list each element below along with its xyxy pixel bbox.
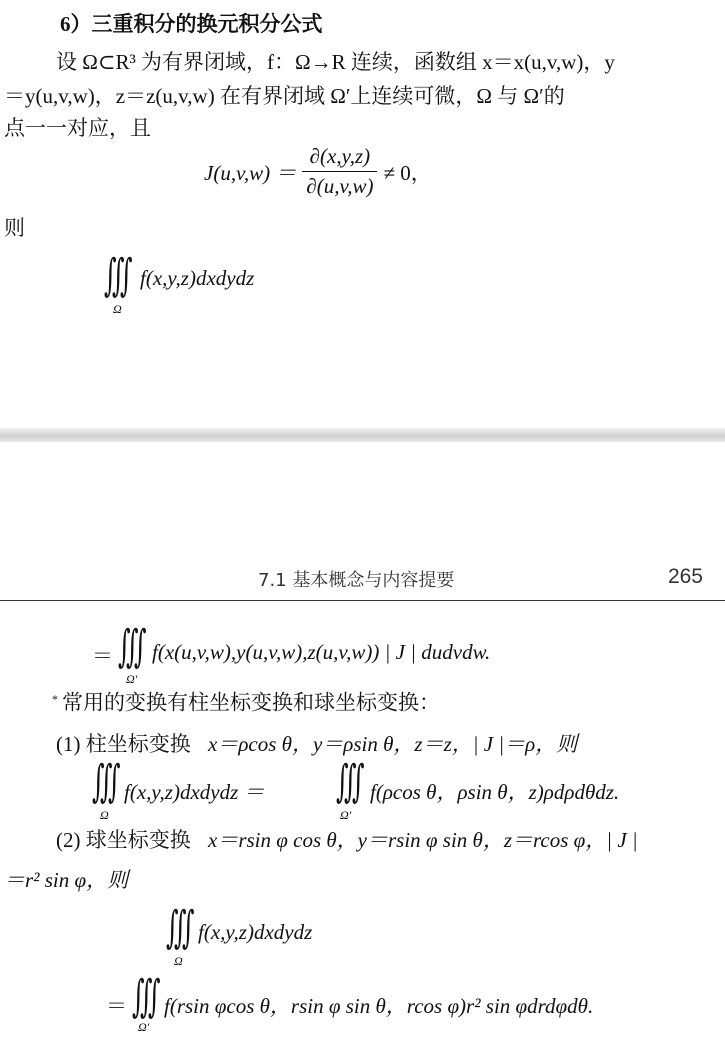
jacobian-lhs: J(u,v,w) ＝ — [204, 160, 297, 185]
jacobian-denominator: ∂(u,v,w) — [306, 174, 374, 198]
paragraph-line-2: ＝y(u,v,w)，z＝z(u,v,w) 在有界闭域 Ω′上连续可微，Ω 与 Ω′的 — [4, 84, 565, 108]
triple-integral-icon: ∭ — [166, 903, 195, 952]
paragraph-line-1: 设 Ω⊂R³ 为有界闭域，f：Ω→R 连续，函数组 x＝x(u,v,w)，y — [56, 50, 615, 74]
cylindrical-label: (1) 柱坐标变换 — [56, 732, 191, 756]
running-header: 7.1 基本概念与内容提要 — [258, 570, 455, 591]
triple-integral-icon: ∭ — [118, 622, 147, 671]
common-transforms-text: 常用的变换有柱坐标变换和球坐标变换： — [62, 690, 440, 715]
triple-integral-icon: ∭ — [92, 757, 121, 806]
cylindrical-domain-right: Ω′ — [340, 808, 352, 822]
jacobian-numerator: ∂(x,y,z) — [302, 144, 377, 172]
page-break-divider — [0, 428, 725, 442]
triple-integral-icon: ∭ — [132, 972, 161, 1021]
eq-leading-equals: ＝ — [92, 644, 113, 668]
jacobian-fraction — [302, 144, 377, 199]
spherical-formula-line2: ＝r² sin φ，则 — [4, 868, 129, 892]
common-transforms-line — [52, 692, 440, 714]
then-word: 则 — [4, 216, 25, 240]
footnote-marker: * — [52, 692, 58, 706]
cylindrical-domain-left: Ω — [100, 808, 109, 822]
spherical-heading — [56, 830, 638, 851]
spherical-lhs: f(x,y,z)dxdydz — [198, 920, 313, 944]
spherical-label: (2) 球坐标变换 — [56, 828, 191, 852]
spherical-equals: ＝ — [106, 994, 127, 1018]
continuation-domain: Ω′ — [126, 672, 138, 686]
change-of-variables-formula: f(x(u,v,w),y(u,v,w),z(u,v,w)) | J | dudvdw. — [152, 640, 491, 664]
spherical-formula: x＝rsin φ cos θ，y＝rsin φ sin θ，z＝rcos φ，| J | — [208, 828, 638, 852]
spherical-domain-top: Ω — [174, 954, 183, 968]
section-heading: 6）三重积分的换元积分公式 — [60, 12, 323, 36]
cylindrical-formula: x＝ρcos θ，y＝ρsin θ，z＝z，| J |＝ρ，则 — [208, 732, 578, 756]
jacobian-equation — [204, 144, 432, 199]
spherical-rhs: f(rsin φcos θ，rsin φ sin θ，rcos φ)r² sin φdrdφdθ. — [164, 994, 594, 1018]
header-rule — [0, 600, 725, 601]
cylindrical-rhs: f(ρcos θ，ρsin θ，z)ρdρdθdz. — [370, 780, 620, 804]
page-number: 265 — [667, 565, 703, 588]
cylindrical-heading — [56, 734, 577, 755]
jacobian-rhs: ≠ 0， — [383, 160, 432, 185]
triple-integral-icon: ∭ — [104, 251, 133, 300]
cylindrical-lhs: f(x,y,z)dxdydz ＝ — [124, 780, 265, 804]
triple-integral-icon: ∭ — [336, 757, 365, 806]
integral-domain: Ω — [113, 302, 122, 316]
integral-expression: f(x,y,z)dxdydz — [140, 266, 255, 290]
spherical-domain-bottom: Ω′ — [138, 1020, 150, 1034]
paragraph-line-3: 点一一对应，且 — [4, 116, 151, 140]
